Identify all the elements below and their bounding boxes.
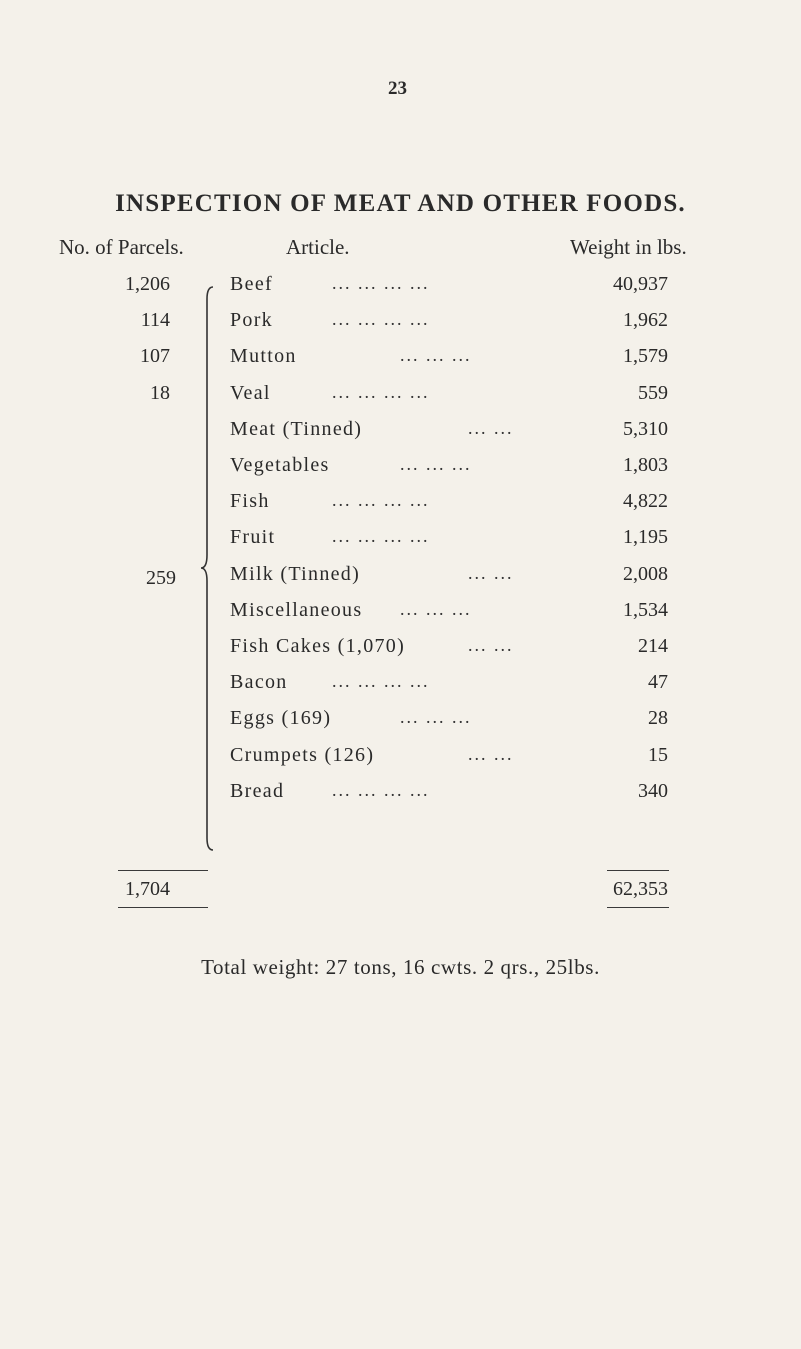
- row-parcels: 18: [150, 381, 170, 404]
- total-parcels: 1,704: [125, 878, 170, 900]
- row-article: Mutton: [230, 345, 297, 368]
- row-leader-dots: ... ... ... ...: [332, 526, 430, 547]
- row-leader-dots: ... ... ...: [400, 707, 472, 728]
- weight-rule-bottom: [607, 907, 669, 908]
- table-row: [0, 780, 801, 810]
- row-weight: 47: [648, 671, 668, 694]
- table-row: [0, 563, 801, 593]
- row-article: Meat (Tinned): [230, 417, 363, 440]
- row-article: Bread: [230, 779, 285, 802]
- row-leader-dots: ... ... ...: [400, 598, 472, 619]
- row-leader-dots: ... ... ... ...: [332, 273, 430, 293]
- row-leader-dots: ... ... ...: [400, 454, 472, 474]
- row-article: Veal: [230, 381, 271, 404]
- row-weight: 214: [638, 635, 668, 657]
- row-article: Vegetables: [230, 454, 330, 476]
- page-title: INSPECTION OF MEAT AND OTHER FOODS.: [115, 190, 686, 217]
- row-weight: 40,937: [613, 273, 668, 295]
- row-weight: 2,008: [623, 562, 668, 585]
- row-weight: 1,534: [623, 598, 668, 621]
- header-parcels: No. of Parcels.: [59, 235, 184, 259]
- row-weight: 28: [648, 707, 668, 730]
- row-leader-dots: ... ...: [468, 635, 514, 655]
- total-weight-summary: Total weight: 27 tons, 16 cwts. 2 qrs., 25lbs.: [201, 955, 600, 979]
- parcels-rule-bottom: [118, 907, 208, 908]
- table-row: [0, 599, 801, 629]
- row-article: Bacon: [230, 671, 288, 694]
- row-leader-dots: ... ... ... ...: [332, 490, 430, 511]
- row-article: Eggs (169): [230, 707, 332, 730]
- total-weight: 62,353: [613, 878, 668, 900]
- table-row: [0, 382, 801, 412]
- table-row: [0, 345, 801, 375]
- table-row: [0, 454, 801, 484]
- row-weight: 15: [648, 743, 668, 766]
- row-parcels: 107: [140, 345, 170, 368]
- header-article: Article.: [286, 235, 350, 259]
- table-row: [0, 526, 801, 556]
- row-article: Miscellaneous: [230, 598, 363, 621]
- row-leader-dots: ... ... ... ...: [332, 779, 430, 800]
- header-weight: Weight in lbs.: [570, 235, 687, 259]
- row-weight: 5,310: [623, 417, 668, 440]
- grouped-parcels-count: 259: [146, 567, 176, 589]
- row-weight: 4,822: [623, 490, 668, 513]
- table-row: [0, 707, 801, 737]
- row-leader-dots: ... ...: [468, 562, 514, 583]
- row-leader-dots: ... ... ... ...: [332, 309, 430, 330]
- row-leader-dots: ... ... ... ...: [332, 381, 430, 402]
- row-article: Crumpets (126): [230, 743, 375, 766]
- row-weight: 559: [638, 381, 668, 404]
- table-row: [0, 635, 801, 665]
- row-article: Beef: [230, 273, 273, 295]
- row-article: Fruit: [230, 526, 276, 549]
- row-leader-dots: ... ...: [468, 743, 514, 764]
- row-leader-dots: ... ... ... ...: [332, 671, 430, 692]
- row-leader-dots: ... ... ...: [400, 345, 472, 366]
- row-weight: 1,579: [623, 345, 668, 368]
- table-row: [0, 273, 801, 303]
- group-brace: [199, 285, 215, 852]
- row-parcels: 1,206: [125, 273, 170, 295]
- table-row: [0, 490, 801, 520]
- row-article: Milk (Tinned): [230, 562, 361, 585]
- row-weight: 340: [638, 779, 668, 802]
- row-parcels: 114: [140, 309, 170, 332]
- row-leader-dots: ... ...: [468, 417, 514, 438]
- row-weight: 1,962: [623, 309, 668, 332]
- page-number: 23: [388, 78, 407, 99]
- row-article: Fish Cakes (1,070): [230, 635, 406, 657]
- row-article: Fish: [230, 490, 270, 513]
- table-row: [0, 309, 801, 339]
- table-row: [0, 671, 801, 701]
- row-weight: 1,195: [623, 526, 668, 549]
- weight-rule-top: [607, 870, 669, 871]
- parcels-rule-top: [118, 870, 208, 871]
- row-article: Pork: [230, 309, 273, 332]
- table-row: [0, 418, 801, 448]
- table-row: [0, 744, 801, 774]
- row-weight: 1,803: [623, 454, 668, 476]
